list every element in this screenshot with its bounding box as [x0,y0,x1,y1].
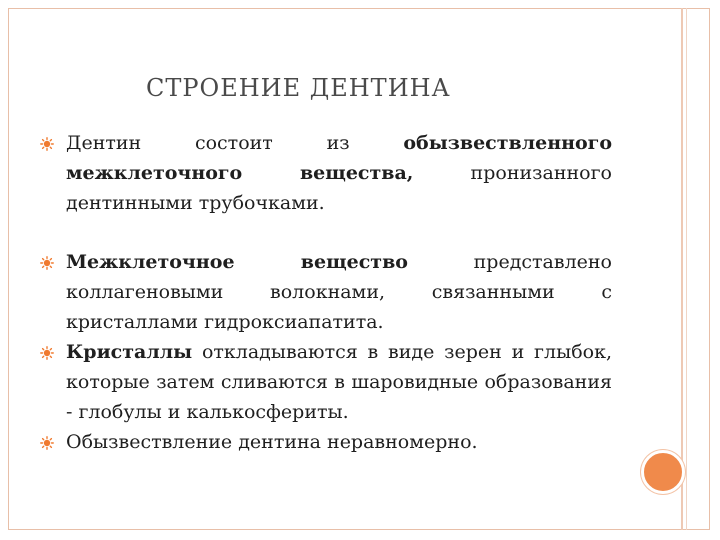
list-item-2 [40,247,612,337]
sun-bullet-icon [40,256,54,270]
bullet-list [40,128,612,457]
item-2-bold: Межклеточное вещество [66,251,408,273]
slide-title: СТРОЕНИЕ ДЕНТИНА [146,74,451,102]
sun-bullet-icon [40,137,54,151]
frame-right-band [681,8,683,530]
list-item-3 [40,337,612,427]
spacer [40,218,612,247]
list-item-4 [40,427,612,457]
sun-bullet-icon [40,346,54,360]
item-3-text: откладываются в виде зерен и глыбок, которые затем сливаются в шаровидные образования - глобулы и калькосфериты. [66,341,612,423]
item-1-text: Дентин состоит из [66,132,404,154]
item-3-bold: Кристаллы [66,341,193,363]
item-4-text: Обызвествление дентина неравномерно. [66,431,478,453]
decorative-circle [641,450,685,494]
frame-right-line [686,8,687,530]
list-item-1 [40,128,612,218]
item-1-text-end: пронизанного дентинными трубочками. [66,162,612,214]
sun-bullet-icon [40,436,54,450]
item-1-bold: обызвествленного межклеточного вещества, [66,132,612,184]
item-2-text: представлено коллагеновыми волокнами, связанными с кристаллами гидроксиапатита. [66,251,612,333]
